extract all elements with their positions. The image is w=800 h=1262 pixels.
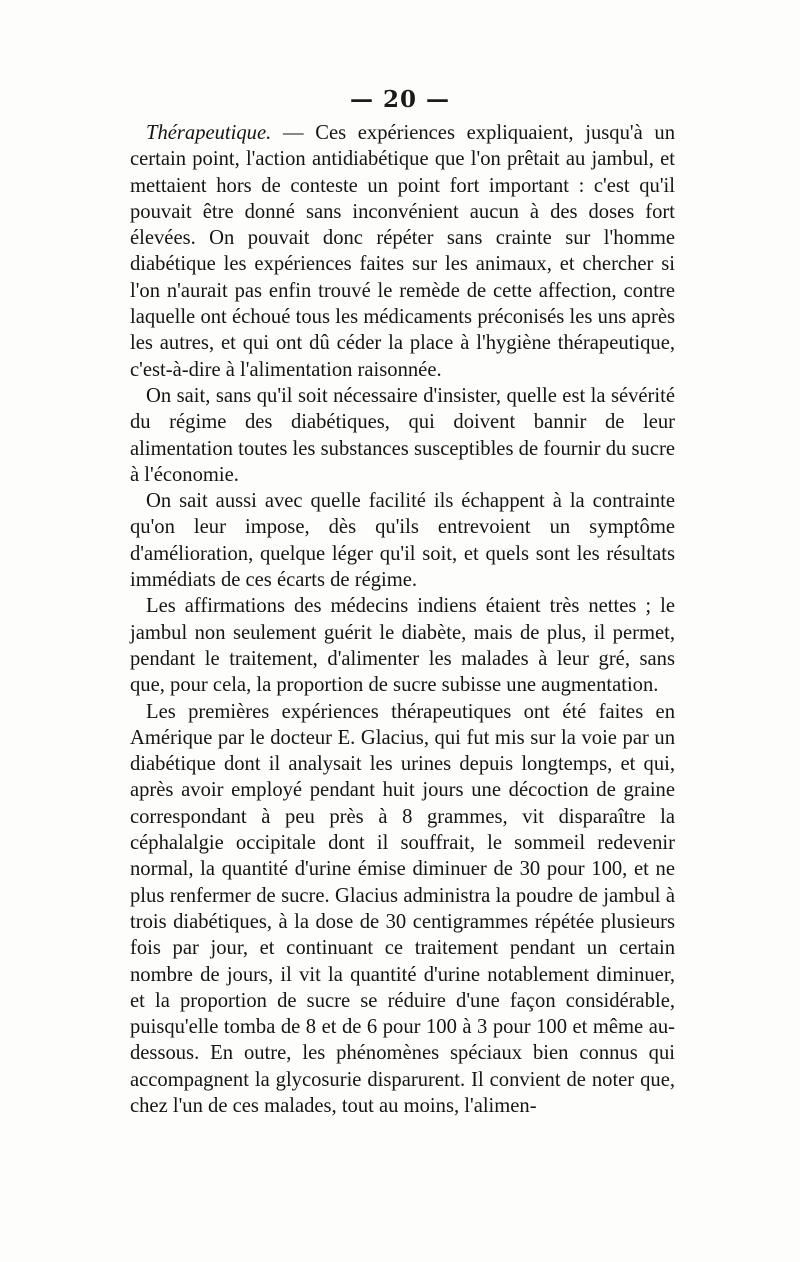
body-text: [130, 120, 675, 1119]
paragraph-regime: [130, 383, 675, 488]
paragraph-text: On sait, sans qu'il soit nécessaire d'insister, quelle est la sévérité du régime des diabétiques, qui doivent bannir de leur alimentation toutes les substances susceptibles de fournir du sucre à l'économie.: [130, 384, 675, 486]
paragraph-text: Les premières expériences thérapeutiques ont été faites en Amérique par le docteur E. Glacius, qui fut mis sur la voie par un diabétique dont il analysait les urines depuis longtemps, et qui, après avoir employé pendant huit jours une décoction de graine correspondant à peu près à 8 grammes, vit disparaître la céphalalgie occipitale dont il souffrait, le sommeil redevenir normal, la quantité d'urine émise diminuer de 30 pour 100, et ne plus renfermer de sucre. Glacius administra la poudre de jambul à trois diabétiques, à la dose de 30 centigrammes répétée plusieurs fois par jour, et continuant ce traitement pendant un certain nombre de jours, il vit la quantité d'urine notablement diminuer, et la proportion de sucre se réduire d'une façon considérable, puisqu'elle tomba de 8 et de 6 pour 100 à 3 pour 100 et même au-dessous. En outre, les phénomènes spéciaux bien connus qui accompagnent la glycosurie disparurent. Il convient de noter que, chez l'un de ces malades, tout au moins, l'alimen-: [130, 700, 675, 1117]
paragraph-affirmations: [130, 593, 675, 698]
paragraph-therapeutique: [130, 120, 675, 383]
page-number: — 20 —: [349, 86, 451, 113]
section-lead-heading: Thérapeutique.: [146, 122, 272, 144]
paragraph-text: Les affirmations des médecins indiens étaient très nettes ; le jambul non seulement guérit le diabète, mais de plus, il permet, pendant le traitement, d'alimenter les malades à leur gré, sans que, pour cela, la proportion de sucre subisse une augmentation.: [130, 595, 675, 697]
paragraph-contrainte: [130, 488, 675, 593]
paragraph-text: On sait aussi avec quelle facilité ils échappent à la contrainte qu'on leur impose, dès qu'ils entrevoient un symptôme d'amélioration, quelque léger qu'il soit, et quels sont les résultats immédiats de ces écarts de régime.: [130, 490, 675, 592]
paragraph-experiences: [130, 699, 675, 1120]
paragraph-text: — Ces expériences expliquaient, jusqu'à un certain point, l'action antidiabétique que l'on prêtait au jambul, et mettaient hors de conteste un point fort important : c'est qu'il pouvait être donné sans inconvénient aucun à des doses fort élevées. On pouvait donc répéter sans crainte sur l'homme diabétique les expériences faites sur les animaux, et chercher si l'on n'aurait pas enfin trouvé le remède de cette affection, contre laquelle ont échoué tous les médicaments préconisés les uns après les autres, et qui ont dû céder la place à l'hygiène thérapeutique, c'est-à-dire à l'alimentation raisonnée.: [130, 122, 675, 381]
